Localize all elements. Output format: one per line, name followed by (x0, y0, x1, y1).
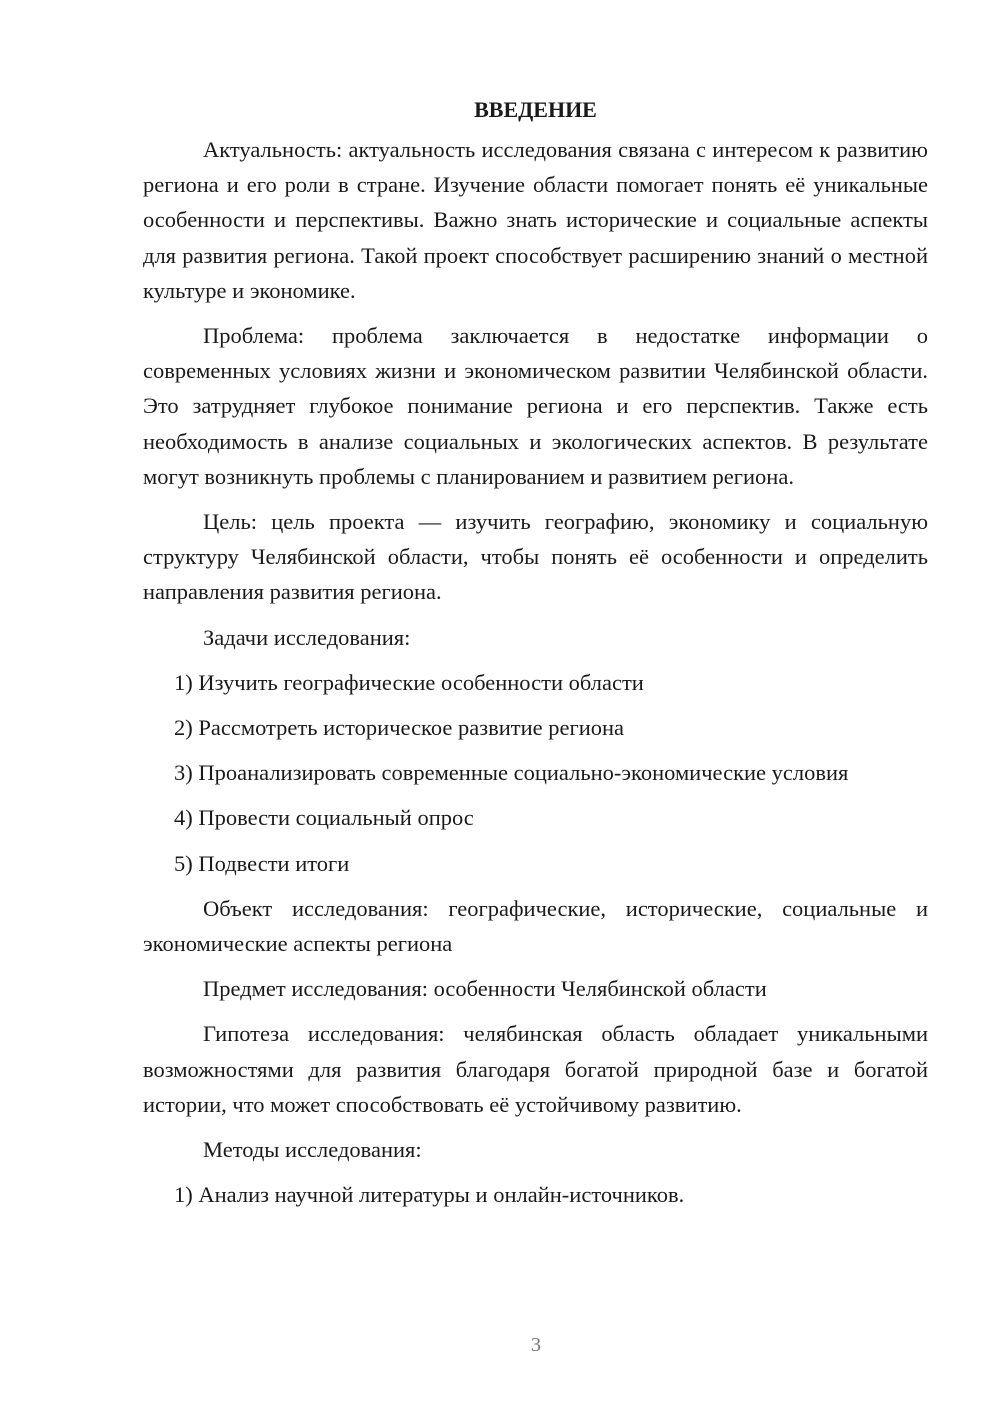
subject-paragraph: Предмет исследования: особенности Челябинской области (203, 976, 767, 1002)
task-item-1: 1) Изучить географические особенности области (174, 669, 644, 695)
methods-heading: Методы исследования: (203, 1137, 422, 1163)
task-item-4: 4) Провести социальный опрос (174, 805, 474, 831)
task-item-5: 5) Подвести итоги (174, 850, 350, 876)
object-paragraph: Объект исследования: географические, исторические, социальные и экономические аспекты региона (143, 895, 928, 957)
goal-paragraph: Цель: цель проекта — изучить географию, экономику и социальную структуру Челябинской области, чтобы понять её особенности и определить направления развития региона. (143, 509, 928, 605)
page-number: 3 (531, 1334, 541, 1356)
page-title: ВВЕДЕНИЕ (474, 97, 597, 122)
tasks-heading: Задачи исследования: (203, 624, 411, 650)
hypothesis-paragraph: Гипотеза исследования: челябинская область обладает уникальными возможностями для развития благодаря богатой природной базе и богатой истории, что может способствовать её устойчивому развитию. (143, 1021, 928, 1117)
task-item-3: 3) Проанализировать современные социально-экономические условия (174, 760, 849, 786)
method-item-1: 1) Анализ научной литературы и онлайн-источников. (174, 1182, 685, 1208)
problem-paragraph: Проблема: проблема заключается в недостатке информации о современных условиях жизни и экономическом развитии Челябинской области. Это затрудняет глубокое понимание региона и его перспектив. Также есть необходимость в анализе социальных и экологических аспектов. В результате могут возникнуть проблемы с планированием и развитием региона. (143, 323, 928, 489)
document-page (143, 92, 928, 1222)
task-item-2: 2) Рассмотреть историческое развитие региона (174, 715, 625, 741)
relevance-paragraph: Актуальность: актуальность исследования связана с интересом к развитию региона и его роли в стране. Изучение области помогает понять её уникальные особенности и перспективы. Важно знать исторические и социальные аспекты для развития региона. Такой проект способствует расширению знаний о местной культуре и экономике. (143, 137, 928, 303)
